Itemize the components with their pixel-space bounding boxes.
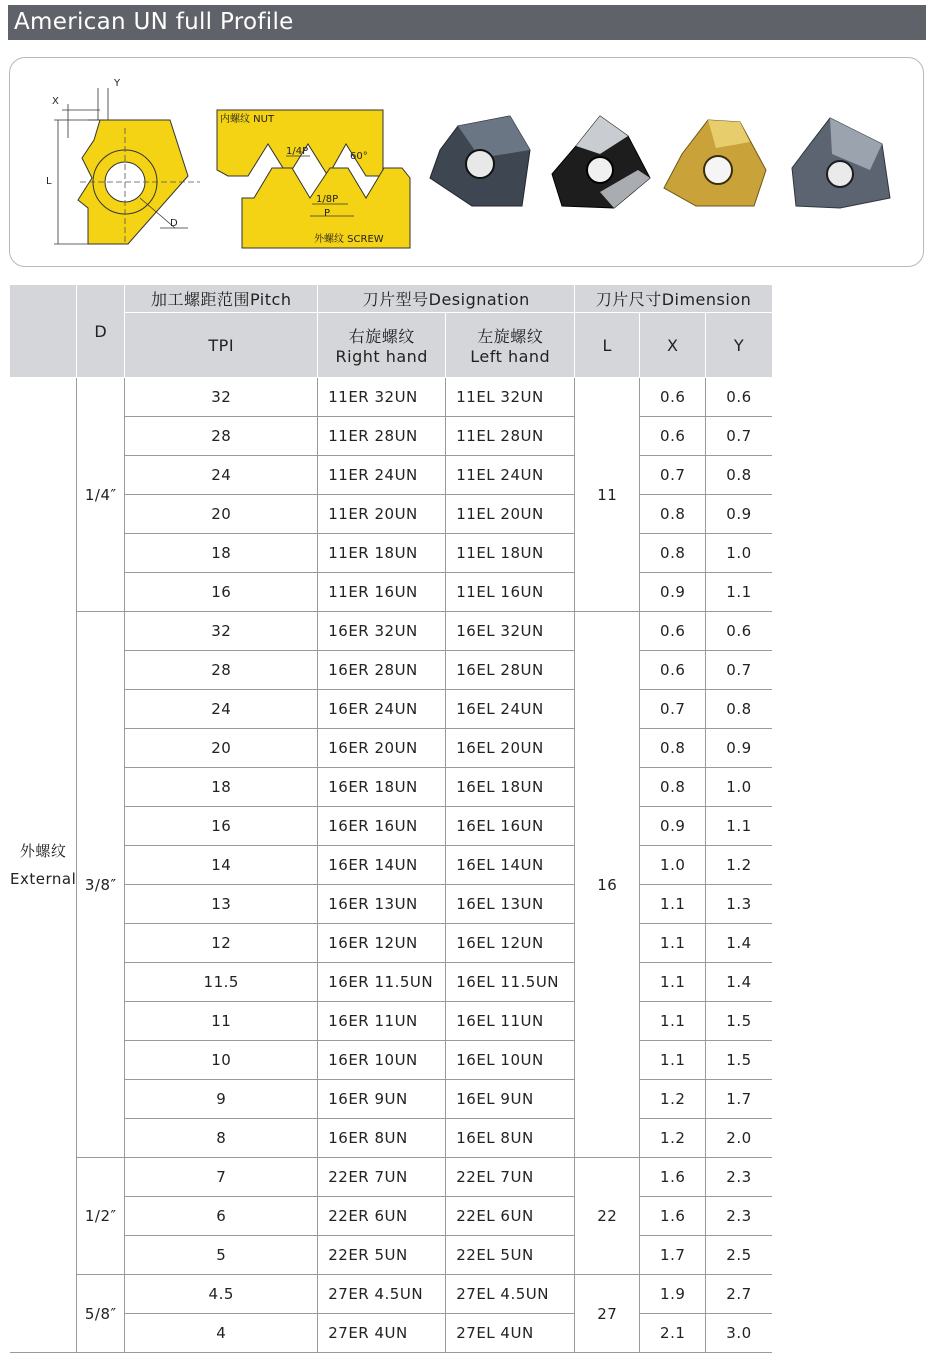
left-hand-cell: 16EL 14UN: [446, 846, 575, 885]
table-row: [10, 1002, 772, 1041]
y-label: Y: [114, 78, 121, 89]
y-cell: 2.0: [706, 1119, 772, 1158]
table-row: [10, 885, 772, 924]
header-designation-group: 刀片型号Designation: [318, 285, 575, 313]
y-cell: 1.5: [706, 1041, 772, 1080]
tpi-cell: 13: [125, 885, 318, 924]
left-hand-cell: 11EL 24UN: [446, 456, 575, 495]
left-hand-cell: 16EL 18UN: [446, 768, 575, 807]
insert-photo-dark: [430, 116, 530, 206]
tpi-cell: 24: [125, 456, 318, 495]
p-label: P: [324, 208, 331, 219]
y-cell: 3.0: [706, 1314, 772, 1353]
x-cell: 1.7: [640, 1236, 706, 1275]
left-hand-cell: 11EL 28UN: [446, 417, 575, 456]
x-cell: 1.6: [640, 1197, 706, 1236]
right-hand-cell: 22ER 7UN: [318, 1158, 446, 1197]
tpi-cell: 4: [125, 1314, 318, 1353]
right-hand-cell: 16ER 28UN: [318, 651, 446, 690]
x-cell: 1.6: [640, 1158, 706, 1197]
diameter-cell: 3/8″: [77, 612, 125, 1158]
length-cell: 16: [575, 612, 640, 1158]
y-cell: 0.9: [706, 495, 772, 534]
y-cell: 1.4: [706, 963, 772, 1002]
diameter-cell: 5/8″: [77, 1275, 125, 1353]
right-hand-cell: 16ER 20UN: [318, 729, 446, 768]
table-row: [10, 612, 772, 651]
right-hand-cell: 11ER 18UN: [318, 534, 446, 573]
left-hand-cell: 16EL 8UN: [446, 1119, 575, 1158]
table-row: [10, 573, 772, 612]
x-cell: 1.2: [640, 1080, 706, 1119]
table-row: [10, 1080, 772, 1119]
left-hand-cell: 11EL 18UN: [446, 534, 575, 573]
diameter-cell: 1/2″: [77, 1158, 125, 1275]
l-label: L: [46, 176, 52, 187]
table-row: [10, 456, 772, 495]
tpi-cell: 11: [125, 1002, 318, 1041]
y-cell: 0.7: [706, 417, 772, 456]
thread-kind-en: External: [10, 870, 77, 888]
table-row: [10, 768, 772, 807]
header-left-hand-en: Left hand: [470, 347, 551, 366]
tpi-cell: 9: [125, 1080, 318, 1119]
diameter-cell: 1/4″: [77, 378, 125, 612]
tpi-cell: 6: [125, 1197, 318, 1236]
table-row: [10, 378, 772, 417]
tpi-cell: 14: [125, 846, 318, 885]
thread-kind-cell: [10, 378, 77, 1353]
header-d: D: [77, 285, 125, 378]
y-cell: 0.8: [706, 456, 772, 495]
left-hand-cell: 16EL 32UN: [446, 612, 575, 651]
right-hand-cell: 16ER 14UN: [318, 846, 446, 885]
header-blank: [10, 285, 77, 378]
x-label: X: [52, 96, 59, 107]
thread-profile-drawing: [217, 110, 410, 248]
y-cell: 1.2: [706, 846, 772, 885]
right-hand-cell: 11ER 16UN: [318, 573, 446, 612]
x-cell: 0.7: [640, 456, 706, 495]
insert-photo-grey: [792, 118, 890, 208]
right-hand-cell: 16ER 10UN: [318, 1041, 446, 1080]
x-cell: 0.6: [640, 417, 706, 456]
right-hand-cell: 16ER 13UN: [318, 885, 446, 924]
insert-photo-gold: [664, 120, 766, 206]
table-row: [10, 534, 772, 573]
right-hand-cell: 22ER 5UN: [318, 1236, 446, 1275]
tpi-cell: 18: [125, 534, 318, 573]
left-hand-cell: 16EL 24UN: [446, 690, 575, 729]
header-left-hand-cn: 左旋螺纹: [477, 327, 544, 346]
tpi-cell: 12: [125, 924, 318, 963]
table-row: [10, 1119, 772, 1158]
table-row: [10, 690, 772, 729]
insert-dimension-drawing: [46, 78, 200, 244]
header-y: Y: [706, 313, 772, 378]
y-cell: 1.5: [706, 1002, 772, 1041]
thread-kind-cn: 外螺纹: [19, 842, 67, 860]
diagram-svg: [10, 58, 925, 268]
header-x: X: [640, 313, 706, 378]
left-hand-cell: 22EL 6UN: [446, 1197, 575, 1236]
header-l: L: [575, 313, 640, 378]
table-row: [10, 651, 772, 690]
right-hand-cell: 11ER 20UN: [318, 495, 446, 534]
right-hand-cell: 27ER 4.5UN: [318, 1275, 446, 1314]
right-hand-cell: 16ER 8UN: [318, 1119, 446, 1158]
y-cell: 1.1: [706, 807, 772, 846]
d-label: D: [170, 218, 178, 229]
x-cell: 2.1: [640, 1314, 706, 1353]
y-cell: 0.8: [706, 690, 772, 729]
tpi-cell: 20: [125, 729, 318, 768]
nut-label: 内螺纹 NUT: [220, 114, 275, 125]
left-hand-cell: 16EL 13UN: [446, 885, 575, 924]
right-hand-cell: 11ER 32UN: [318, 378, 446, 417]
quarter-p-label: 1/4P: [286, 146, 309, 157]
y-cell: 1.4: [706, 924, 772, 963]
tpi-cell: 20: [125, 495, 318, 534]
left-hand-cell: 16EL 9UN: [446, 1080, 575, 1119]
page-title: American UN full Profile: [14, 9, 294, 35]
y-cell: 1.0: [706, 534, 772, 573]
screw-label: 外螺纹 SCREW: [314, 234, 384, 245]
right-hand-cell: 16ER 11UN: [318, 1002, 446, 1041]
x-cell: 1.1: [640, 885, 706, 924]
table-row: [10, 1236, 772, 1275]
x-cell: 1.1: [640, 924, 706, 963]
right-hand-cell: 11ER 28UN: [318, 417, 446, 456]
x-cell: 0.8: [640, 495, 706, 534]
x-cell: 1.1: [640, 1041, 706, 1080]
right-hand-cell: 22ER 6UN: [318, 1197, 446, 1236]
eighth-p-label: 1/8P: [316, 194, 339, 205]
table-row: [10, 495, 772, 534]
header-left-hand: [446, 313, 575, 378]
right-hand-cell: 27ER 4UN: [318, 1314, 446, 1353]
length-cell: 22: [575, 1158, 640, 1275]
right-hand-cell: 16ER 16UN: [318, 807, 446, 846]
table-row: [10, 846, 772, 885]
x-cell: 0.8: [640, 768, 706, 807]
right-hand-cell: 16ER 12UN: [318, 924, 446, 963]
length-cell: 27: [575, 1275, 640, 1353]
insert-photo-silver: [552, 116, 650, 208]
y-cell: 1.7: [706, 1080, 772, 1119]
table-row: [10, 963, 772, 1002]
table-row: [10, 1158, 772, 1197]
tpi-cell: 28: [125, 417, 318, 456]
table-row: [10, 807, 772, 846]
tpi-cell: 16: [125, 573, 318, 612]
y-cell: 0.7: [706, 651, 772, 690]
x-cell: 0.8: [640, 729, 706, 768]
x-cell: 1.1: [640, 963, 706, 1002]
diagram-frame: [9, 57, 924, 267]
tpi-cell: 4.5: [125, 1275, 318, 1314]
x-cell: 0.7: [640, 690, 706, 729]
left-hand-cell: 22EL 7UN: [446, 1158, 575, 1197]
tpi-cell: 10: [125, 1041, 318, 1080]
y-cell: 2.3: [706, 1158, 772, 1197]
left-hand-cell: 22EL 5UN: [446, 1236, 575, 1275]
x-cell: 1.0: [640, 846, 706, 885]
left-hand-cell: 11EL 16UN: [446, 573, 575, 612]
left-hand-cell: 16EL 10UN: [446, 1041, 575, 1080]
y-cell: 2.5: [706, 1236, 772, 1275]
header-tpi: TPI: [125, 313, 318, 378]
x-cell: 1.9: [640, 1275, 706, 1314]
x-cell: 0.6: [640, 378, 706, 417]
y-cell: 0.9: [706, 729, 772, 768]
left-hand-cell: 16EL 28UN: [446, 651, 575, 690]
tpi-cell: 32: [125, 612, 318, 651]
table-row: [10, 1275, 772, 1314]
y-cell: 1.3: [706, 885, 772, 924]
right-hand-cell: 16ER 32UN: [318, 612, 446, 651]
tpi-cell: 5: [125, 1236, 318, 1275]
header-pitch-group: 加工螺距范围Pitch: [125, 285, 318, 313]
right-hand-cell: 16ER 9UN: [318, 1080, 446, 1119]
tpi-cell: 28: [125, 651, 318, 690]
tpi-cell: 7: [125, 1158, 318, 1197]
right-hand-cell: 16ER 18UN: [318, 768, 446, 807]
tpi-cell: 8: [125, 1119, 318, 1158]
tpi-cell: 11.5: [125, 963, 318, 1002]
x-cell: 1.1: [640, 1002, 706, 1041]
x-cell: 0.9: [640, 573, 706, 612]
header-right-hand-en: Right hand: [335, 347, 428, 366]
table-row: [10, 1041, 772, 1080]
y-cell: 1.0: [706, 768, 772, 807]
table-body: [10, 378, 772, 1353]
y-cell: 0.6: [706, 612, 772, 651]
table-row: [10, 417, 772, 456]
y-cell: 0.6: [706, 378, 772, 417]
angle-label: 60°: [350, 151, 368, 162]
x-cell: 0.6: [640, 651, 706, 690]
right-hand-cell: 11ER 24UN: [318, 456, 446, 495]
left-hand-cell: 27EL 4.5UN: [446, 1275, 575, 1314]
left-hand-cell: 16EL 20UN: [446, 729, 575, 768]
table-row: [10, 1197, 772, 1236]
x-cell: 0.9: [640, 807, 706, 846]
tpi-cell: 32: [125, 378, 318, 417]
left-hand-cell: 11EL 20UN: [446, 495, 575, 534]
x-cell: 0.6: [640, 612, 706, 651]
table-header: [10, 285, 772, 378]
left-hand-cell: 11EL 32UN: [446, 378, 575, 417]
y-cell: 2.7: [706, 1275, 772, 1314]
tpi-cell: 18: [125, 768, 318, 807]
x-cell: 1.2: [640, 1119, 706, 1158]
left-hand-cell: 16EL 11UN: [446, 1002, 575, 1041]
y-cell: 1.1: [706, 573, 772, 612]
tpi-cell: 24: [125, 690, 318, 729]
table-row: [10, 924, 772, 963]
header-right-hand-cn: 右旋螺纹: [348, 327, 415, 346]
table-row: [10, 1314, 772, 1353]
left-hand-cell: 16EL 16UN: [446, 807, 575, 846]
header-dimension-group: 刀片尺寸Dimension: [575, 285, 772, 313]
left-hand-cell: 16EL 12UN: [446, 924, 575, 963]
title-bar: [8, 5, 926, 40]
left-hand-cell: 27EL 4UN: [446, 1314, 575, 1353]
x-cell: 0.8: [640, 534, 706, 573]
header-right-hand: [318, 313, 446, 378]
insert-spec-table: [10, 285, 772, 1353]
left-hand-cell: 16EL 11.5UN: [446, 963, 575, 1002]
right-hand-cell: 16ER 11.5UN: [318, 963, 446, 1002]
right-hand-cell: 16ER 24UN: [318, 690, 446, 729]
tpi-cell: 16: [125, 807, 318, 846]
table-row: [10, 729, 772, 768]
length-cell: 11: [575, 378, 640, 612]
y-cell: 2.3: [706, 1197, 772, 1236]
